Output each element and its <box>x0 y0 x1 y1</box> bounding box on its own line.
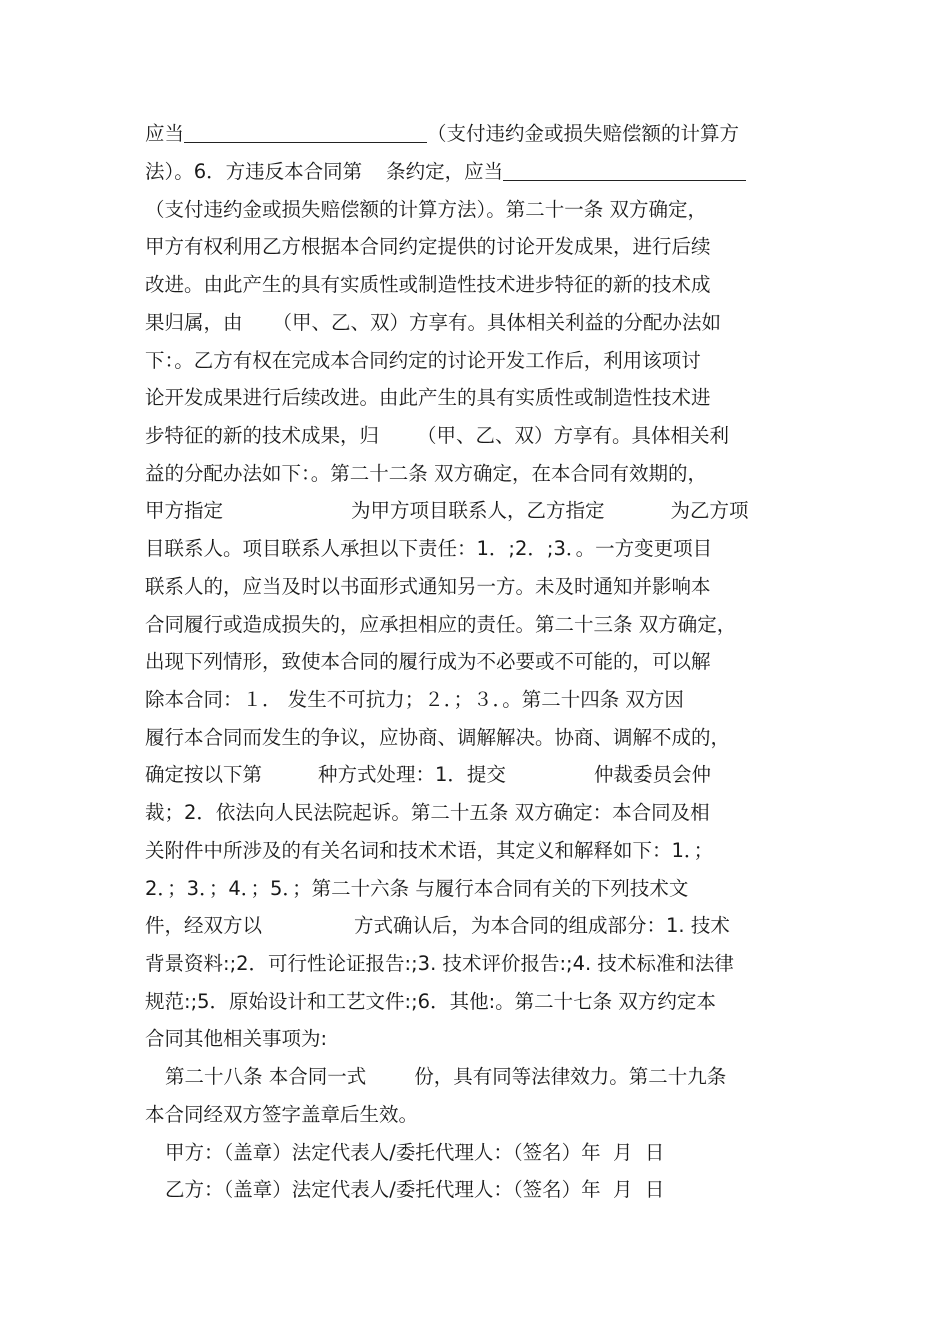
text-segment: 法）。6．方违反本合同第 <box>145 160 363 183</box>
text-line <box>145 1102 418 1128</box>
text-segment: 确定按以下第 <box>145 763 263 786</box>
text-segment: 合同履行或造成损失的，应承担相应的责任。第二十三条 双方确定， <box>145 613 737 636</box>
text-line <box>145 951 734 977</box>
text-segment: 履行本合同而发生的争议，应协商、调解解决。协商、调解不成的， <box>145 726 731 749</box>
text-segment: 果归属，由 <box>145 311 243 334</box>
text-segment: 件，经双方以 <box>145 914 263 937</box>
text-line <box>145 800 710 826</box>
text-line <box>145 159 746 185</box>
text-line <box>165 1140 664 1166</box>
text-line <box>145 461 707 487</box>
text-line <box>145 913 730 939</box>
text-segment: 2．；3．；4．；5．；第二十六条 与履行本合同有关的下列技术文 <box>145 877 689 900</box>
text-line <box>145 989 716 1015</box>
text-line <box>165 1064 726 1090</box>
text-line <box>145 574 711 600</box>
text-segment: 第二十八条 本合同一式 <box>165 1065 367 1088</box>
text-line <box>145 310 721 336</box>
text-segment: 下：。乙方有权在完成本合同约定的讨论开发工作后，利用该项讨 <box>145 349 701 372</box>
text-segment: 种方式处理：1．提交 <box>318 763 506 786</box>
text-segment: 条约定，应当 <box>386 160 504 183</box>
text-line <box>145 536 712 562</box>
signature-line-party-a: 甲方：（盖章）法定代表人/委托代理人：（签名）年 月 日 <box>165 1141 665 1164</box>
text-line <box>145 272 711 298</box>
text-line <box>145 1026 327 1052</box>
text-line <box>145 876 688 902</box>
text-line <box>145 348 701 374</box>
blank-underline <box>184 122 427 143</box>
text-segment: 背景资料:;2．可行性论证报告:;3. 技术评价报告:;4. 技术标准和法律 <box>145 952 734 975</box>
text-segment: 仲裁委员会仲 <box>593 763 711 786</box>
signature-line-party-b: 乙方：（盖章）法定代表人/委托代理人：（签名）年 月 日 <box>165 1178 665 1201</box>
text-segment: 规范:;5．原始设计和工艺文件:;6．其他:。第二十七条 双方约定本 <box>145 990 716 1013</box>
text-segment: 论开发成果进行后续改进。由此产生的具有实质性或制造性技术进 <box>145 386 711 409</box>
text-line <box>145 121 739 147</box>
text-segment: 甲方有权利用乙方根据本合同约定提供的讨论开发成果，进行后续 <box>145 235 711 258</box>
text-segment: 目联系人。项目联系人承担以下责任：1．;2．;3．。一方变更项目 <box>145 537 713 560</box>
text-segment: 为乙方项 <box>670 499 749 522</box>
text-segment: 本合同经双方签字盖章后生效。 <box>145 1103 419 1126</box>
text-segment: 出现下列情形，致使本合同的履行成为不必要或不可能的，可以解 <box>145 650 711 673</box>
text-segment: （甲、乙、双）方享有。具体相关利益的分配办法如 <box>272 311 722 334</box>
text-segment: 甲方指定 <box>145 499 224 522</box>
text-line <box>145 385 711 411</box>
text-line <box>145 234 711 260</box>
text-line <box>145 649 711 675</box>
text-segment: 除本合同：１． 发生不可抗力；２．；３．。第二十四条 双方因 <box>145 688 684 711</box>
text-segment: 改进。由此产生的具有实质性或制造性技术进步特征的新的技术成 <box>145 273 711 296</box>
text-line <box>165 1177 664 1203</box>
text-segment: 联系人的，应当及时以书面形式通知另一方。未及时通知并影响本 <box>145 575 711 598</box>
text-line <box>145 197 707 223</box>
text-segment: 益的分配办法如下：。第二十二条 双方确定，在本合同有效期的， <box>145 462 707 485</box>
text-segment: （甲、乙、双）方享有。具体相关利 <box>417 424 730 447</box>
text-line <box>145 423 729 449</box>
text-line <box>145 838 713 864</box>
text-line <box>145 725 730 751</box>
text-line <box>145 762 711 788</box>
text-segment: 应当 <box>145 122 185 145</box>
blank-underline <box>503 160 746 181</box>
text-segment: （支付违约金或损失赔偿额的计算方法）。第二十一条 双方确定， <box>145 198 707 221</box>
text-segment: 关附件中所涉及的有关名词和技术术语，其定义和解释如下：1．； <box>145 839 714 862</box>
text-segment: （支付违约金或损失赔偿额的计算方 <box>427 122 740 145</box>
text-line <box>145 687 684 713</box>
text-segment: 合同其他相关事项为: <box>145 1027 328 1050</box>
text-line <box>145 612 736 638</box>
text-segment: 步特征的新的技术成果，归 <box>145 424 380 447</box>
text-segment: 裁；2．依法向人民法院起诉。第二十五条 双方确定：本合同及相 <box>145 801 710 824</box>
text-segment: 份，具有同等法律效力。第二十九条 <box>414 1065 727 1088</box>
text-line <box>145 498 749 524</box>
text-segment: 为甲方项目联系人，乙方指定 <box>351 499 605 522</box>
text-segment: 方式确认后，为本合同的组成部分：1. 技术 <box>354 914 730 937</box>
